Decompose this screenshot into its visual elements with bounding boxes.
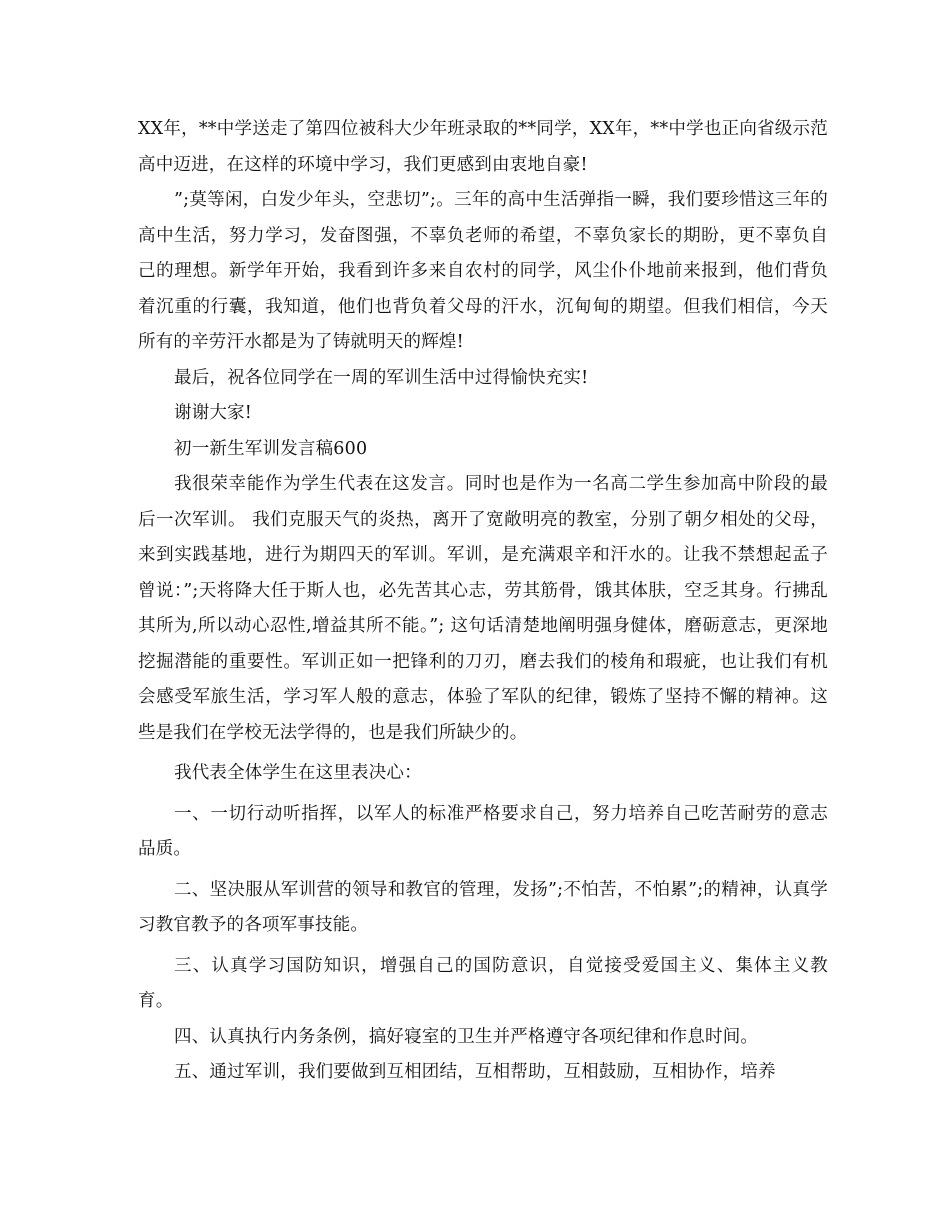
paragraph-1: XX年，**中学送走了第四位被科大少年班录取的**同学，XX年，**中学也正向省级示范高中迈进，在这样的环境中学习，我们更感到由衷地自豪!	[138, 119, 828, 175]
document-page	[138, 112, 828, 1091]
list-item-2: 二、坚决服从军训营的领导和教官的管理，发扬”;不怕苦，不怕累”;的精神，认真学习教官教予的各项军事技能。	[138, 879, 828, 935]
list-item-1: 一、一切行动听指挥，以军人的标准严格要求自己，努力培养自己吃苦耐劳的意志品质。	[138, 803, 828, 859]
section-title: 初一新生军训发言稿600	[174, 438, 368, 459]
paragraph-closing-wish: 最后，祝各位同学在一周的军训生活中过得愉快充实!	[174, 367, 589, 388]
paragraph-resolution-intro: 我代表全体学生在这里表决心：	[174, 763, 422, 783]
paragraph-speech-body: 我很荣幸能作为学生代表在这发言。同时也是作为一名高二学生参加高中阶段的最后一次军训。 我们克服天气的炎热，离开了宽敞明亮的教室，分别了朝夕相处的父母，来到实践基地，进行为期四天的军训。军训，是充满艰辛和汗水的。让我不禁想起孟子曾说：”;天将降大任于斯人也，必先苦其心志，劳其筋骨，饿其体肤，空乏其身。行拂乱其所为,所以动心忍性,增益其所不能。”; 这句话清楚地阐明强身健体，磨砺意志，更深地挖掘潜能的重要性。军训正如一把锋利的刀刃，磨去我们的棱角和瑕疵，也让我们有机会感受军旅生活，学习军人般的意志，体验了军队的纪律，锻炼了坚持不懈的精神。这些是我们在学校无法学得的，也是我们所缺少的。	[138, 474, 828, 743]
paragraph-2: ”;莫等闲，白发少年头，空悲切”;。三年的高中生活弹指一瞬，我们要珍惜这三年的高中生活，努力学习，发奋图强，不辜负老师的希望，不辜负家长的期盼，更不辜负自己的理想。新学年开始，我看到许多来自农村的同学，风尘仆仆地前来报到，他们背负着沉重的行囊，我知道，他们也背负着父母的汗水，沉甸甸的期望。但我们相信，今天所有的辛劳汗水都是为了铸就明天的辉煌!	[138, 190, 828, 352]
list-item-4: 四、认真执行内务条例，搞好寝室的卫生并严格遵守各项纪律和作息时间。	[174, 1026, 759, 1047]
list-item-3: 三、认真学习国防知识，增强自己的国防意识，自觉接受爱国主义、集体主义教育。	[138, 955, 828, 1011]
list-item-5: 五、通过军训，我们要做到互相团结，互相帮助，互相鼓励，互相协作，培养	[174, 1062, 776, 1082]
paragraph-thanks: 谢谢大家!	[174, 403, 253, 423]
